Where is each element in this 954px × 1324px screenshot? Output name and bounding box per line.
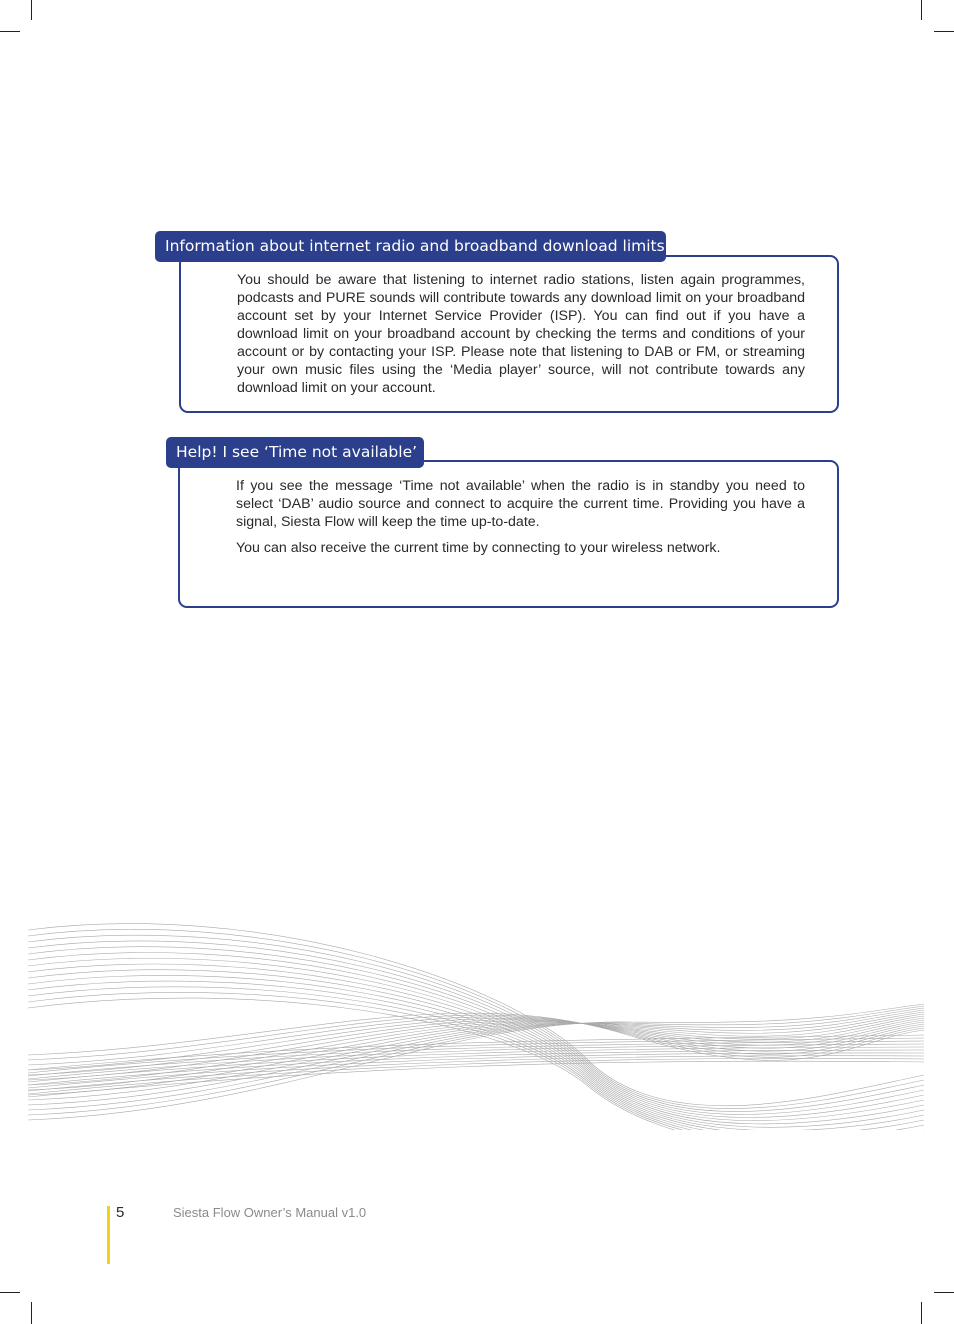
page-marker-bar: [107, 1206, 110, 1264]
section-heading-download-limits: Information about internet radio and broadband download limits: [155, 231, 666, 262]
crop-mark-bottom-left-v: [31, 1302, 32, 1324]
page-number: 5: [116, 1204, 125, 1221]
footer-manual-title: Siesta Flow Owner’s Manual v1.0: [173, 1205, 367, 1220]
crop-mark-bottom-right-v: [921, 1302, 922, 1324]
paragraph-time-standby: If you see the message ‘Time not available’ when the radio is in standby you need to select ‘DAB’ audio source and connect to acquire the current time. Providing you have a signal, Siesta Flow will keep the time up-to-date.: [236, 478, 805, 530]
paragraph-download-limits: You should be aware that listening to internet radio stations, listen again programmes, podcasts and PURE sounds will contribute towards any download limit on your broadband account set by your Internet Service Provider (ISP). You can find out if you have a download limit on your broadband account by checking the terms and conditions of your account or by contacting your ISP. Please note that listening to DAB or FM, or streaming your own music files using the ‘Media player’ source, will not contribute towards any download limit on your account.: [237, 272, 805, 396]
section-heading-time-not-available: Help! I see ‘Time not available’: [166, 437, 424, 468]
decorative-wave-lines: [28, 920, 924, 1130]
crop-mark-top-right-v: [921, 0, 922, 20]
crop-mark-bottom-left-h: [0, 1292, 20, 1293]
crop-mark-bottom-right-h: [934, 1292, 954, 1293]
paragraph-time-wireless: You can also receive the current time by connecting to your wireless network.: [236, 540, 721, 556]
crop-mark-top-left-h: [0, 31, 20, 32]
crop-mark-top-left-v: [31, 0, 32, 20]
crop-mark-top-right-h: [934, 31, 954, 32]
